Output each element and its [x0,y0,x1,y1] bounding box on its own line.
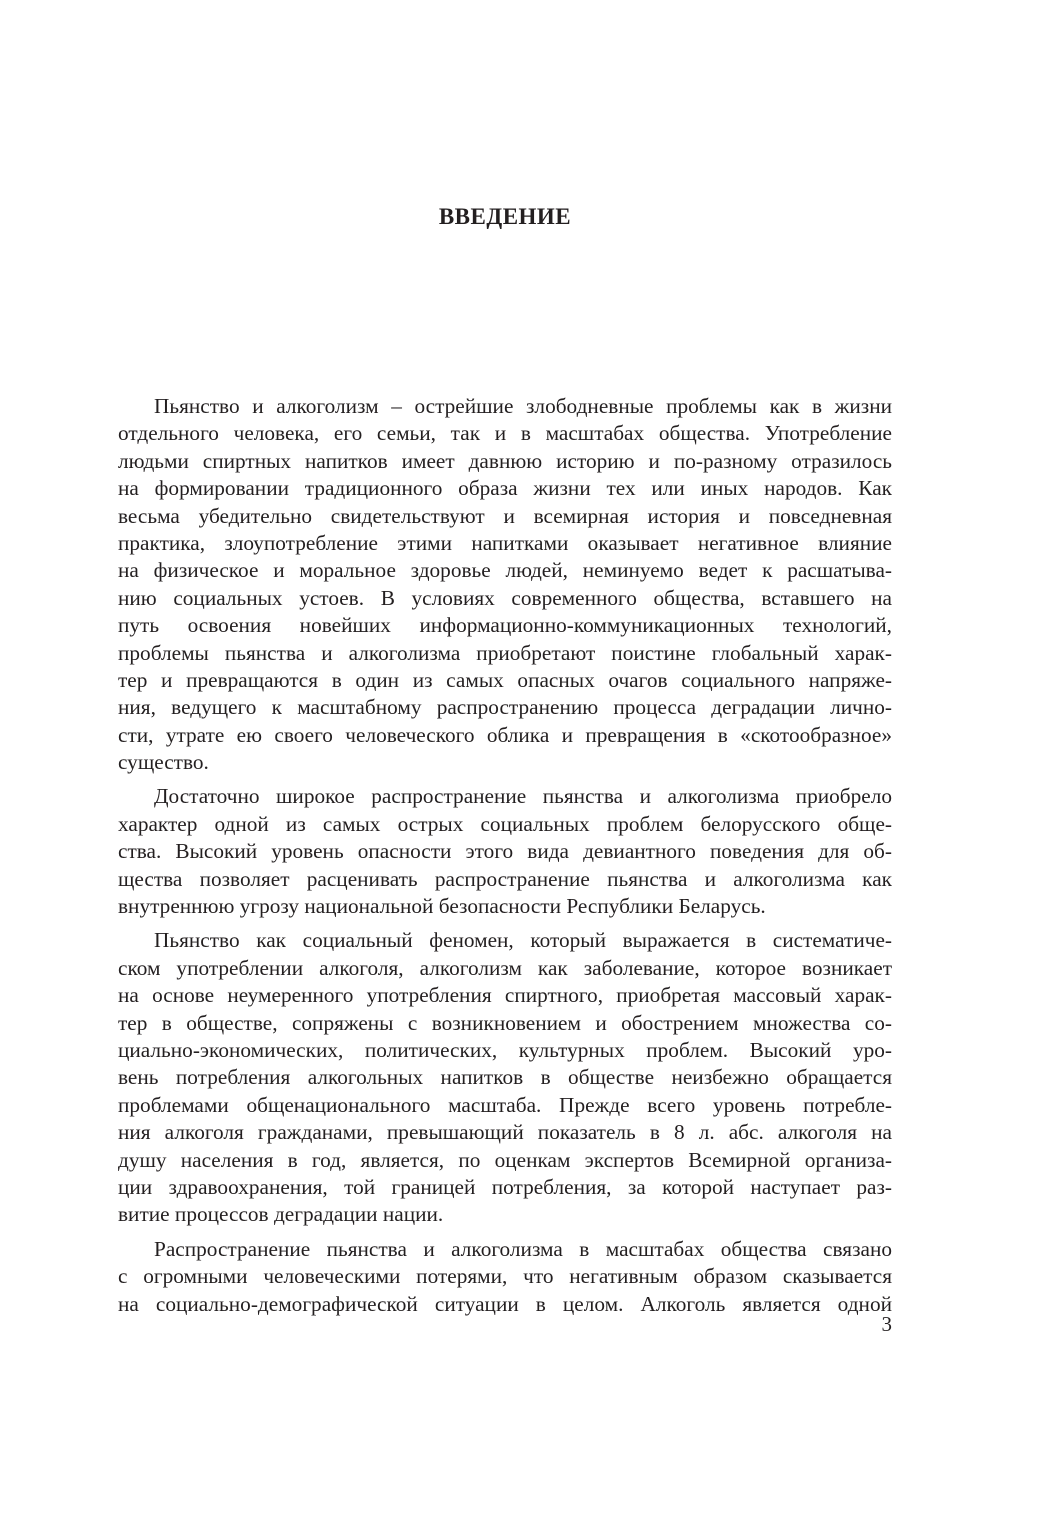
text-line: практика, злоупотребление этими напитками оказывает негативное влияние [118,530,892,555]
text-line: отдельного человека, его семьи, так и в масштабах общества. Употребление [118,421,892,446]
text-line: ния, ведущего к масштабному распространению процесса деградации лично- [118,695,892,720]
text-line: душу населения в год, является, по оценкам экспертов Всемирной организа- [118,1147,892,1172]
text-line: на социально-демографической ситуации в целом. Алкоголь является одной [118,1291,892,1316]
text-line: на основе неумеренного употребления спиртного, приобретая массовый харак- [118,983,892,1008]
text-line: ния алкоголя гражданами, превышающий показатель в 8 л. абс. алкоголя на [118,1120,892,1145]
text-line: Пьянство как социальный феномен, который выражается в систематиче- [154,928,892,953]
text-line: проблемы пьянства и алкоголизма приобретают поистине глобальный харак- [118,640,892,665]
text-line: с огромными человеческими потерями, что негативным образом сказывается [118,1264,892,1289]
text-line: людьми спиртных напитков имеет давнюю историю и по-разному отразилось [118,448,892,473]
text-line: существо. [118,750,209,775]
text-line: путь освоения новейших информационно-коммуникационных технологий, [118,613,892,638]
chapter-heading: ВВЕДЕНИЕ [438,204,572,229]
text-line: внутреннюю угрозу национальной безопасности Республики Беларусь. [118,894,766,919]
text-line: тер и превращаются в один из самых опасных очагов социального напряже- [118,667,892,692]
text-line: тер в обществе, сопряжены с возникновением и обострением множества со- [118,1010,892,1035]
page-number: 3 [881,1312,892,1336]
text-line: на формировании традиционного образа жизни тех или иных народов. Как [118,476,892,501]
text-line: весьма убедительно свидетельствуют и всемирная история и повседневная [118,503,892,528]
text-line: ции здравоохранения, той границей потребления, за которой наступает раз- [118,1174,892,1199]
text-line: щества позволяет расценивать распространение пьянства и алкоголизма как [118,866,892,891]
text-line: циально-экономических, политических, культурных проблем. Высокий уро- [118,1037,892,1062]
paragraph [118,1236,892,1318]
text-line: нию социальных устоев. В условиях современного общества, вставшего на [118,585,892,610]
text-line: Достаточно широкое распространение пьянства и алкоголизма приобрело [154,784,892,809]
text-line: Пьянство и алкоголизм – острейшие злободневные проблемы как в жизни [154,394,892,418]
text-line: на физическое и моральное здоровье людей, неминуемо ведет к расшатыва- [118,558,892,583]
paragraph [118,927,892,1228]
text-line: витие процессов деградации нации. [118,1202,444,1227]
text-line: ства. Высокий уровень опасности этого вида девиантного поведения для об- [118,839,892,864]
text-line: вень потребления алкогольных напитков в обществе неизбежно обращается [118,1065,892,1090]
text-line: проблемами общенационального масштаба. Прежде всего уровень потребле- [118,1092,892,1117]
text-line: ском употреблении алкоголя, алкоголизм как заболевание, которое возникает [118,955,892,980]
text-line: Распространение пьянства и алкоголизма в масштабах общества связано [154,1236,892,1261]
paragraph [118,393,892,776]
body-text [118,393,892,1325]
text-line: сти, утрате ею своего человеческого облика и превращения в «скотообразное» [118,722,892,747]
paragraph [118,783,892,920]
text-line: характер одной из самых острых социальных проблем белорусского обще- [118,811,892,836]
